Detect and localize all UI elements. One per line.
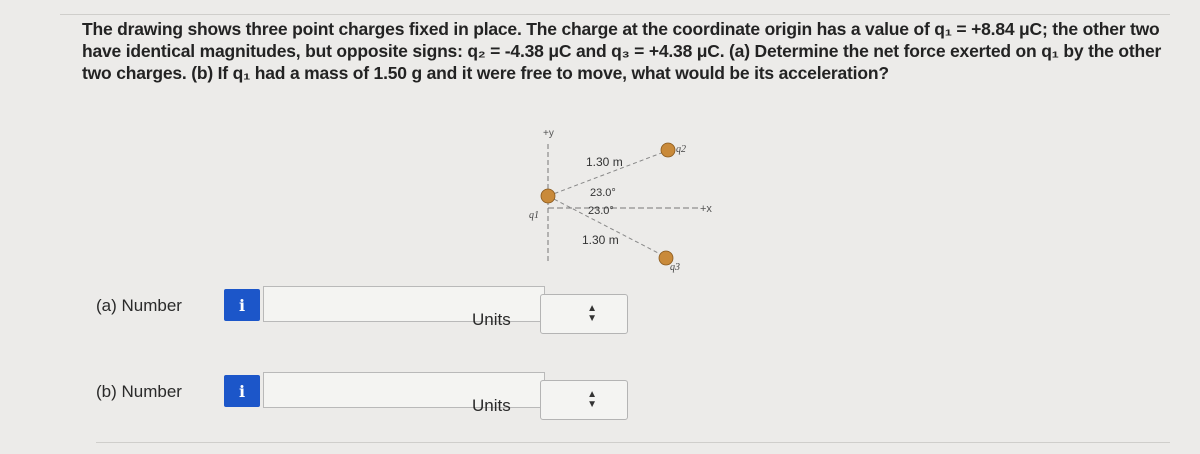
q3-label: q3 xyxy=(670,262,680,273)
answer-b-label: (b) Number xyxy=(96,382,182,401)
lower-angle-label: 23.0° xyxy=(588,205,614,217)
q2-charge xyxy=(661,143,675,157)
top-divider xyxy=(60,14,1170,15)
info-icon-glyph: i xyxy=(238,295,246,315)
question-line-1: The drawing shows three point charges fixed in place. The charge at the coordinate origin has a value of q₁ = +8.84 μC; the other two xyxy=(82,19,1160,39)
q1-label: q1 xyxy=(529,210,539,221)
info-icon[interactable] xyxy=(224,289,260,321)
answer-b-units-select[interactable] xyxy=(540,380,628,420)
charges-diagram xyxy=(500,124,740,274)
y-axis-label: +y xyxy=(543,128,554,139)
answer-row-b xyxy=(96,372,656,415)
question-line-2: have identical magnitudes, but opposite signs: q₂ = -4.38 μC and q₃ = +4.38 μC. (a) Determine the net force exerted on q₁ by the other xyxy=(82,41,1162,61)
question-text xyxy=(82,18,1162,84)
answer-b-units-label: Units xyxy=(472,396,511,415)
lower-distance-label: 1.30 m xyxy=(582,233,619,247)
question-line-3: two charges. (b) If q₁ had a mass of 1.50 g and it were free to move, what would be its acceleration? xyxy=(82,63,889,83)
q1-charge xyxy=(541,189,555,203)
upper-angle-label: 23.0° xyxy=(590,187,616,199)
answer-a-label: (a) Number xyxy=(96,296,182,315)
answer-a-units-label: Units xyxy=(472,310,511,329)
upper-distance-label: 1.30 m xyxy=(586,155,623,169)
bottom-divider xyxy=(96,442,1170,443)
info-icon[interactable] xyxy=(224,375,260,407)
updown-chevron-icon: ▲ ▼ xyxy=(587,303,597,324)
info-icon-glyph: i xyxy=(238,381,246,401)
x-axis-label: +x xyxy=(700,203,712,215)
answer-row-a xyxy=(96,286,656,329)
q2-label: q2 xyxy=(676,144,686,155)
updown-chevron-icon: ▲ ▼ xyxy=(587,389,597,410)
answer-a-units-select[interactable] xyxy=(540,294,628,334)
